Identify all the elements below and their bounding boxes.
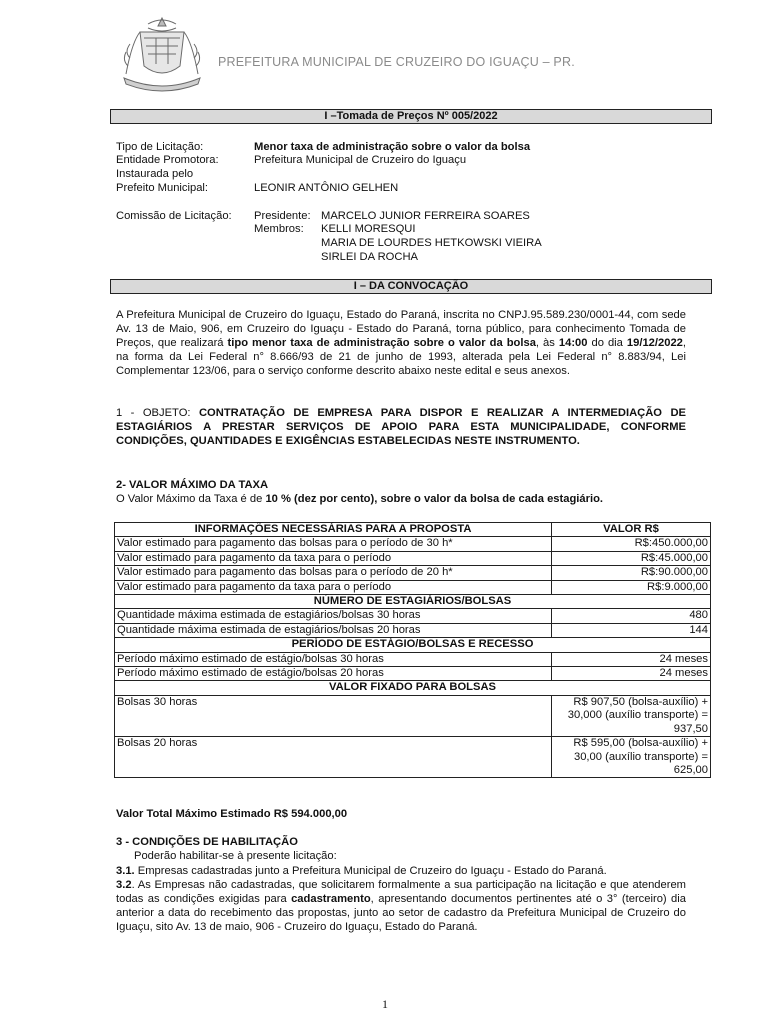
- row-label: Valor estimado para pagamento da taxa para o período: [115, 580, 552, 594]
- habilitacao-item-3-1: 3.1. Empresas cadastradas junto a Prefeitura Municipal de Cruzeiro do Iguaçu - Estado do Paraná.: [116, 865, 607, 877]
- value-line: R$ 595,00 (bolsa-auxílio) +: [573, 737, 708, 750]
- table-row: [115, 737, 711, 778]
- row-value: [552, 695, 711, 736]
- table-row: [115, 566, 711, 580]
- value-line: R$ 907,50 (bolsa-auxílio) +: [573, 695, 708, 708]
- table-row: [115, 652, 711, 666]
- header-info-cell: INFORMAÇÕES NECESSÁRIAS PARA A PROPOSTA: [115, 523, 552, 537]
- value-line: 30,00 (auxílio transporte) =: [573, 750, 708, 763]
- table-section-row: [115, 595, 711, 609]
- row-value: R$:90.000,00: [552, 566, 711, 580]
- entidade-value: Prefeitura Municipal de Cruzeiro do Iguaçu: [254, 154, 467, 166]
- table-section-row: [115, 638, 711, 652]
- habilitacao-heading: 3 - CONDIÇÕES DE HABILITAÇÃO: [116, 836, 298, 848]
- table-row: [115, 695, 711, 736]
- row-label: Valor estimado para pagamento das bolsas para o período de 20 h*: [115, 566, 552, 580]
- row-label: Bolsas 20 horas: [115, 737, 552, 778]
- row-value: 480: [552, 609, 711, 623]
- tipo-value: Menor taxa de administração sobre o valor da bolsa: [254, 141, 531, 153]
- presidente-value: MARCELO JUNIOR FERREIRA SOARES: [321, 210, 530, 222]
- row-value: 24 meses: [552, 667, 711, 681]
- section-periodo-cell: PERÍODO DE ESTÁGIO/BOLSAS E RECESSO: [115, 638, 711, 652]
- table-header-row: [115, 523, 711, 537]
- objeto-paragraph: 1 - OBJETO: CONTRATAÇÃO DE EMPRESA PARA DISPOR E REALIZAR A INTERMEDIAÇÃO DE ESTAGIÁRIOS A PRESTAR SERVIÇOS DE APOIO PARA ESTA MUNICIPALIDADE, CONFORME CONDIÇÕES, QUANTIDADES E EXIGÊNCIAS ESTABELECIDAS NESTE INSTRUMENTO.: [116, 407, 687, 447]
- membro-name: KELLI MORESQUI: [321, 223, 416, 235]
- table-row: [115, 551, 711, 565]
- membro-name: SIRLEI DA ROCHA: [321, 251, 418, 263]
- table-row: [115, 537, 711, 551]
- proposal-info-table: [114, 522, 711, 778]
- row-value: R$:45.000,00: [552, 551, 711, 565]
- prefeito-label: Prefeito Municipal:: [116, 182, 209, 194]
- table-row: [115, 609, 711, 623]
- row-label: Bolsas 30 horas: [115, 695, 552, 736]
- membro-name: MARIA DE LOURDES HETKOWSKI VIEIRA: [321, 237, 542, 249]
- entidade-label: Entidade Promotora:: [116, 154, 219, 166]
- habilitacao-intro: Poderão habilitar-se à presente licitação:: [134, 850, 337, 862]
- row-value: [552, 737, 711, 778]
- comissao-label: Comissão de Licitação:: [116, 210, 232, 222]
- membros-label: Membros:: [254, 223, 304, 235]
- header-valor-cell: VALOR R$: [552, 523, 711, 537]
- section-convocacao-bar: I – DA CONVOCAÇÃO: [110, 279, 712, 294]
- convocacao-paragraph: A Prefeitura Municipal de Cruzeiro do Iguaçu, Estado do Paraná, inscrita no CNPJ.95.589.230/0001-44, com sede Av. 13 de Maio, 906, em Cruzeiro do Iguaçu - Estado do Paraná, torna público, para conhecimento Tomada de Preços, que realizará tipo menor taxa de administração sobre o valor da bolsa, às 14:00 do dia 19/12/2022, na forma da Lei Federal n° 8.666/93 de 21 de junho de 1993, alterada pela Lei Federal n° 8.883/94, Lei Complementar 123/06, para o serviço conforme descrito abaixo neste edital e seus anexos.: [116, 309, 687, 377]
- prefeito-value: LEONIR ANTÔNIO GELHEN: [254, 182, 399, 194]
- table-section-row: [115, 681, 711, 695]
- row-value: 144: [552, 623, 711, 637]
- row-value: R$:450.000,00: [552, 537, 711, 551]
- presidente-label: Presidente:: [254, 210, 311, 222]
- tipo-label: Tipo de Licitação:: [116, 141, 204, 153]
- page-number: 1: [382, 997, 388, 1011]
- section-numero-cell: NÚMERO DE ESTAGIÁRIOS/BOLSAS: [115, 595, 711, 609]
- valor-maximo-text: O Valor Máximo da Taxa é de 10 % (dez por cento), sobre o valor da bolsa de cada estagiário.: [116, 493, 604, 505]
- value-line: 937,50: [673, 722, 708, 735]
- municipal-crest-icon: [118, 14, 206, 94]
- valor-maximo-heading: 2- VALOR MÁXIMO DA TAXA: [116, 479, 269, 491]
- table-row: [115, 580, 711, 594]
- valor-total: Valor Total Máximo Estimado R$ 594.000,00: [116, 808, 348, 820]
- header-title: PREFEITURA MUNICIPAL DE CRUZEIRO DO IGUAÇU – PR.: [218, 55, 575, 69]
- row-value: R$:9.000,00: [552, 580, 711, 594]
- row-label: Quantidade máxima estimada de estagiários/bolsas 30 horas: [115, 609, 552, 623]
- section-tomada-bar: I –Tomada de Preços Nº 005/2022: [110, 109, 712, 124]
- row-label: Período máximo estimado de estágio/bolsas 20 horas: [115, 667, 552, 681]
- section-fixado-cell: VALOR FIXADO PARA BOLSAS: [115, 681, 711, 695]
- row-label: Quantidade máxima estimada de estagiários/bolsas 20 horas: [115, 623, 552, 637]
- table-row: [115, 623, 711, 637]
- row-label: Valor estimado para pagamento das bolsas para o período de 30 h*: [115, 537, 552, 551]
- row-label: Valor estimado para pagamento da taxa para o período: [115, 551, 552, 565]
- table-row: [115, 667, 711, 681]
- row-value: 24 meses: [552, 652, 711, 666]
- value-line: 625,00: [673, 763, 708, 776]
- instaurada-label: Instaurada pelo: [116, 168, 194, 180]
- habilitacao-item-3-2: 3.2. As Empresas não cadastradas, que solicitarem formalmente a sua participação na licitação e que atenderem todas as condições exigidas para cadastramento, apresentando documentos pertinentes até o 3° (terceiro) dia anterior a data do recebimento das propostas, junto ao setor de cadastro da Prefeitura Municipal de Cruzeiro do Iguaçu, sito Av. 13 de maio, 906 - Cruzeiro do Iguaçu, Estado do Paraná.: [116, 879, 686, 933]
- row-label: Período máximo estimado de estágio/bolsas 30 horas: [115, 652, 552, 666]
- value-line: 30,000 (auxílio transporte) =: [567, 709, 708, 722]
